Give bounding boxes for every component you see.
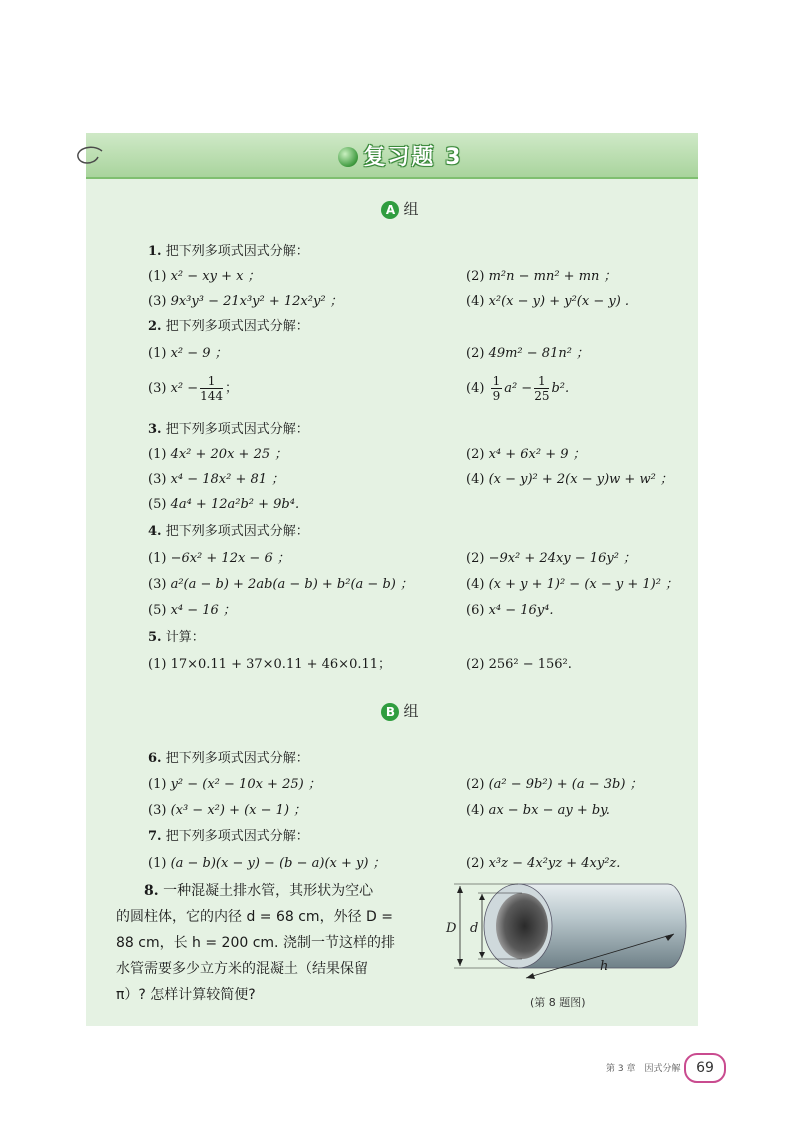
q2-item-2: [466, 345, 589, 363]
q6-title: [148, 750, 309, 768]
group-a-heading: [0, 198, 800, 219]
expr: 9x³y³ − 21x³y² + 12x²y² ；: [170, 294, 343, 309]
label: (6): [466, 603, 485, 618]
q7-title: [148, 828, 309, 846]
expr: (a² − 9b²) + (a − 3b) ；: [488, 777, 643, 792]
label: (4): [466, 472, 485, 487]
q3-item-3: [148, 471, 284, 489]
label: (2): [466, 346, 485, 361]
label: (2): [466, 777, 485, 792]
q5-title: [148, 629, 205, 647]
q1-item-1: [148, 268, 261, 286]
expr: x³z − 4x²yz + 4xy²z.: [488, 856, 621, 871]
q6-item-4: [466, 802, 610, 820]
label: (4): [466, 381, 485, 396]
q2-item-3: [148, 374, 238, 403]
punct: ；: [225, 381, 239, 396]
title-text: 复习题 3: [363, 145, 463, 170]
q1-number: 1.: [148, 244, 162, 259]
arrow-up-icon: [479, 894, 485, 900]
expr: x⁴ − 18x² + 81 ；: [170, 472, 285, 487]
q4-title: [148, 523, 309, 541]
expr: −9x² + 24xy − 16y² ；: [488, 551, 637, 566]
q2-title-text: 把下列多项式因式分解：: [165, 319, 309, 334]
arrow-left-icon: [526, 973, 535, 979]
expr: m²n − mn² + mn ；: [488, 269, 617, 284]
numerator: 1: [534, 374, 549, 389]
q8-paragraph: [116, 878, 456, 1008]
denominator: 9: [492, 389, 501, 403]
label: (2): [466, 551, 485, 566]
label-D: D: [446, 921, 457, 936]
expr: x⁴ − 16 ；: [170, 603, 236, 618]
group-a-badge: A: [381, 201, 399, 219]
label-d: d: [470, 921, 479, 936]
q1-item-4: [466, 293, 629, 311]
expr: (x³ − x²) + (x − 1) ；: [170, 803, 307, 818]
expr: x⁴ + 6x² + 9 ；: [488, 447, 586, 462]
pipe-inner-hole: [496, 893, 548, 959]
q4-title-text: 把下列多项式因式分解：: [165, 524, 309, 539]
q6-item-1: [148, 776, 321, 794]
label: (2): [466, 269, 485, 284]
q4-item-4: [466, 576, 678, 594]
expr: x² − 9 ；: [170, 346, 228, 361]
q4-number: 4.: [148, 524, 162, 539]
figure-caption: (第 8 题图): [530, 996, 586, 1009]
q8-line-3: 88 cm，长 h = 200 cm. 浇制一节这样的排: [116, 935, 395, 951]
label: (1): [148, 657, 167, 672]
q3-item-2: [466, 446, 586, 464]
q4-item-1: [148, 550, 290, 568]
q1-item-3: [148, 293, 343, 311]
chapter-footer: 第 3 章 因式分解: [606, 1064, 681, 1074]
q1-title-text: 把下列多项式因式分解：: [165, 244, 309, 259]
expr: b².: [551, 381, 570, 396]
expr: 4x² + 20x + 25 ；: [170, 447, 288, 462]
label-h: h: [600, 959, 609, 974]
q6-item-3: [148, 802, 306, 820]
label: (2): [466, 657, 485, 672]
q8-line-5: π）? 怎样计算较简便?: [116, 987, 256, 1003]
q3-item-5: [148, 496, 299, 514]
q3-title: [148, 421, 309, 439]
q5-item-1: [148, 656, 391, 674]
q3-title-text: 把下列多项式因式分解：: [165, 422, 309, 437]
arrow-up-icon: [457, 886, 463, 893]
q2-number: 2.: [148, 319, 162, 334]
group-a-label: 组: [403, 200, 419, 218]
q3-number: 3.: [148, 422, 162, 437]
q8-text-1: 一种混凝土排水管，其形状为空心: [163, 883, 374, 899]
q2-title: [148, 318, 309, 336]
pipe-figure: [440, 878, 690, 988]
q5-title-text: 计算：: [165, 630, 205, 645]
q5-item-2: [466, 656, 572, 674]
q7-item-1: [148, 855, 386, 873]
q6-title-text: 把下列多项式因式分解：: [165, 751, 309, 766]
denominator: 144: [200, 389, 224, 403]
expr: 4a⁴ + 12a²b² + 9b⁴.: [170, 497, 300, 512]
expr: y² − (x² − 10x + 25) ；: [170, 777, 321, 792]
denominator: 25: [534, 389, 550, 403]
q7-number: 7.: [148, 829, 162, 844]
q5-number: 5.: [148, 630, 162, 645]
q8-line-2: 的圆柱体，它的内径 d = 68 cm，外径 D =: [116, 909, 393, 925]
expr: a²(a − b) + 2ab(a − b) + b²(a − b) ；: [170, 577, 413, 592]
q7-title-text: 把下列多项式因式分解：: [165, 829, 309, 844]
expr: −6x² + 12x − 6 ；: [170, 551, 290, 566]
q6-number: 6.: [148, 751, 162, 766]
label: (3): [148, 803, 167, 818]
numerator: 1: [200, 374, 223, 389]
label: (5): [148, 497, 167, 512]
group-b-badge: B: [381, 703, 399, 721]
page-title: [0, 140, 800, 171]
q3-item-1: [148, 446, 287, 464]
expr: 17×0.11 + 37×0.11 + 46×0.11；: [170, 657, 392, 672]
expr: (x − y)² + 2(x − y)w + w² ；: [488, 472, 673, 487]
label: (1): [148, 346, 167, 361]
label: (1): [148, 551, 167, 566]
expr: x⁴ − 16y⁴.: [488, 603, 554, 618]
label: (2): [466, 856, 485, 871]
label: (3): [148, 381, 167, 396]
arrow-down-icon: [457, 959, 463, 966]
expr: x² −: [170, 381, 199, 396]
label: (5): [148, 603, 167, 618]
q2-item-4: [466, 374, 569, 403]
fraction: [200, 374, 223, 403]
label: (1): [148, 856, 167, 871]
q8-line-4: 水管需要多少立方米的混凝土（结果保留: [116, 961, 368, 977]
q1-item-2: [466, 268, 617, 286]
page-number: 69: [684, 1053, 726, 1083]
expr: x² − xy + x ；: [170, 269, 261, 284]
label: (4): [466, 577, 485, 592]
q6-item-2: [466, 776, 643, 794]
fraction: [491, 374, 503, 403]
expr: (a − b)(x − y) − (b − a)(x + y) ；: [170, 856, 386, 871]
q7-item-2: [466, 855, 620, 873]
q4-item-5: [148, 602, 236, 620]
label: (4): [466, 803, 485, 818]
expr: 49m² − 81n² ；: [488, 346, 590, 361]
expr: x²(x − y) + y²(x − y) .: [488, 294, 630, 309]
q3-item-4: [466, 471, 673, 489]
group-b-heading: [0, 700, 800, 721]
fraction: [534, 374, 549, 403]
label: (4): [466, 294, 485, 309]
expr: 256² − 156².: [488, 657, 572, 672]
q8-line-1: [116, 878, 456, 904]
label: (1): [148, 269, 167, 284]
label: (3): [148, 577, 167, 592]
q1-title: [148, 243, 309, 261]
label: (1): [148, 777, 167, 792]
q4-item-3: [148, 576, 413, 594]
q4-item-2: [466, 550, 636, 568]
label: (3): [148, 294, 167, 309]
expr: ax − bx − ay + by.: [488, 803, 610, 818]
group-b-label: 组: [403, 702, 419, 720]
label: (3): [148, 472, 167, 487]
numerator: 1: [492, 374, 501, 388]
expr: a² −: [504, 381, 533, 396]
label: (1): [148, 447, 167, 462]
globe-icon: [338, 147, 358, 167]
q4-item-6: [466, 602, 554, 620]
arrow-down-icon: [479, 952, 485, 958]
q2-item-1: [148, 345, 228, 363]
label: (2): [466, 447, 485, 462]
expr: (x + y + 1)² − (x − y + 1)² ；: [488, 577, 679, 592]
q8-number: 8.: [144, 883, 159, 899]
